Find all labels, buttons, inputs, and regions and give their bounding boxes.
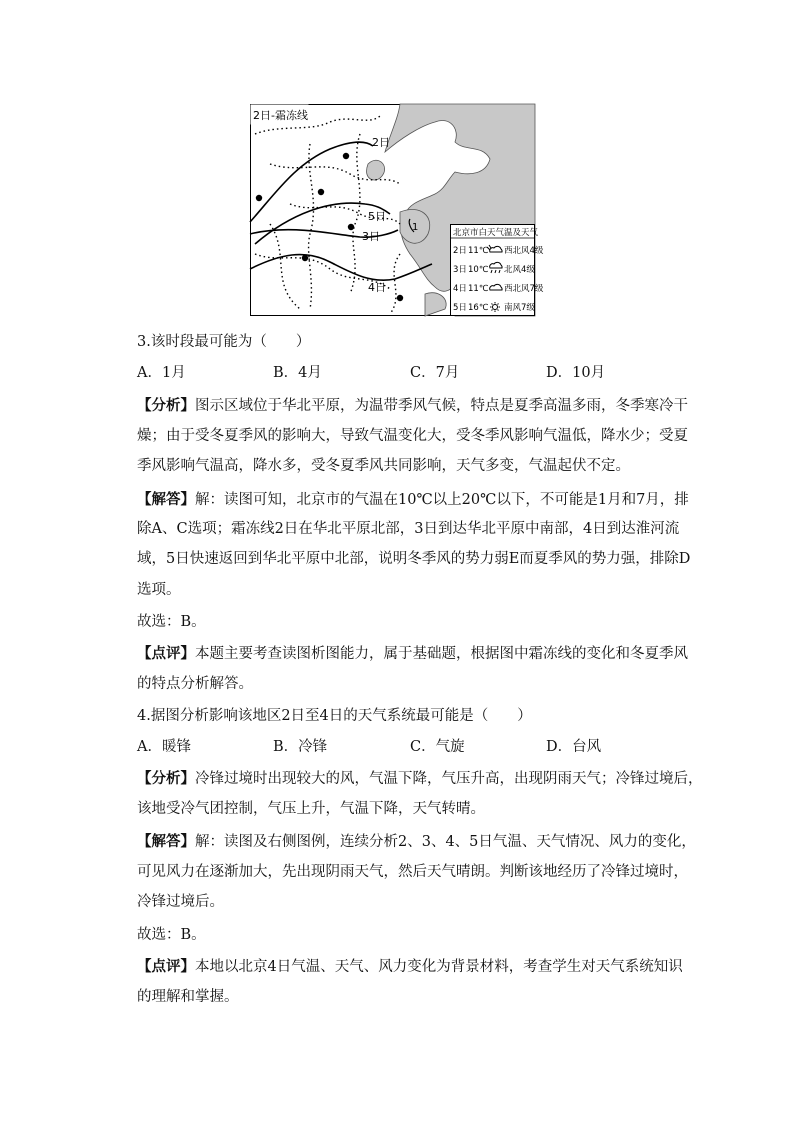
q3-answer-line-4: 选项。 <box>137 582 181 598</box>
q4-option-d: D．台风 <box>546 739 602 755</box>
label-day3: 3日 <box>362 230 380 243</box>
q3-answer-line-1: 【解答】解：读图可知，北京市的气温在10℃以上20℃以下，不可能是1月和7月，排 <box>137 491 689 508</box>
q3-comment-line-1: 【点评】本题主要考查读图析图能力，属于基础题，根据图中霜冻线的变化和冬夏季风 <box>137 645 688 662</box>
svg-text:3日: 3日 <box>453 265 467 275</box>
label-day5: 5日 <box>368 210 386 223</box>
q4-answer-line-2: 可见风力在逐渐加大，先出现阴雨天气，然后天气晴朗。判断该地经历了冷锋过境时， <box>137 864 688 880</box>
q3-answer-line-3: 域，5日快速返回到华北平原中北部，说明冬季风的势力弱E而夏季风的势力强，排除D <box>137 551 691 567</box>
q3-analysis-line-1: 【分析】图示区域位于华北平原，为温带季风气候，特点是夏季高温多雨，冬季寒冷干 <box>137 397 688 414</box>
svg-text:4日: 4日 <box>453 284 467 294</box>
svg-text:11℃: 11℃ <box>468 284 489 294</box>
q4-choice: 故选：B。 <box>137 927 206 943</box>
q4-analysis-tag: 【分析】 <box>137 770 195 787</box>
q3-comment-tag: 【点评】 <box>137 645 195 662</box>
svg-text:11℃: 11℃ <box>468 246 489 256</box>
q4-answer-line-3: 冷锋过境后。 <box>137 894 224 910</box>
svg-text:西北风7级: 西北风7级 <box>504 284 544 294</box>
svg-text:5日: 5日 <box>453 303 467 313</box>
q4-option-b: B．冷锋 <box>273 739 328 755</box>
svg-text:北风4级: 北风4级 <box>504 265 535 275</box>
label-day2: 2日 <box>372 136 390 149</box>
frost-line-map <box>250 104 544 316</box>
svg-text:16℃: 16℃ <box>468 303 489 313</box>
svg-text:南风7级: 南风7级 <box>504 303 535 313</box>
q4-analysis-line-2: 该地受冷气团控制，气压上升，气温下降，天气转晴。 <box>137 801 485 817</box>
q4-answer-tag: 【解答】 <box>137 833 195 850</box>
svg-text:西北风4级: 西北风4级 <box>504 246 544 256</box>
side-marker: 1 <box>412 222 419 233</box>
q3-choice: 故选：B。 <box>137 614 206 630</box>
q4-analysis-line-1: 【分析】冷锋过境时出现较大的风，气温下降，气压升高，出现阴雨天气；冷锋过境后， <box>137 770 703 787</box>
q3-comment-line-2: 的特点分析解答。 <box>137 676 253 692</box>
q3-option-d: D．10月 <box>546 365 606 381</box>
q3-answer-line-2: 除A、C选项；霜冻线2日在华北平原北部，3日到达华北平原中南部，4日到达淮河流 <box>137 521 680 537</box>
q3-analysis-line-2: 燥；由于受冬夏季风的影响大，导致气温变化大，受冬季风影响气温低，降水少；受夏 <box>137 428 688 444</box>
q4-comment-line-1: 【点评】本地以北京4日气温、天气、风力变化为背景材料，考查学生对天气系统知识 <box>137 958 683 975</box>
q4-answer-line-1: 【解答】解：读图及右侧图例，连续分析2、3、4、5日气温、天气情况、风力的变化， <box>137 833 696 850</box>
q3-answer-tag: 【解答】 <box>137 491 195 508</box>
label-day4: 4日 <box>368 281 386 294</box>
frost-legend: 2日-霜冻线 <box>253 109 308 122</box>
svg-text:10℃: 10℃ <box>468 265 489 275</box>
q3-option-a: A．1月 <box>137 365 186 381</box>
q3-option-c: C．7月 <box>410 365 460 381</box>
q3-question: 3.该时段最可能为（ ） <box>137 334 311 350</box>
q4-option-c: C．气旋 <box>410 739 465 755</box>
q3-analysis-tag: 【分析】 <box>137 397 195 414</box>
q3-analysis-line-3: 季风影响气温高，降水多，受冬夏季风共同影响，天气多变，气温起伏不定。 <box>137 458 630 474</box>
q4-comment-tag: 【点评】 <box>137 958 195 975</box>
q3-option-b: B．4月 <box>273 365 322 381</box>
weather-table-title: 北京市白天气温及天气 <box>453 228 539 238</box>
q4-question: 4.据图分析影响该地区2日至4日的天气系统最可能是（ ） <box>137 708 532 724</box>
q4-option-a: A．暖锋 <box>137 739 191 755</box>
q4-comment-line-2: 的理解和掌握。 <box>137 989 239 1005</box>
svg-text:2日: 2日 <box>453 246 467 256</box>
